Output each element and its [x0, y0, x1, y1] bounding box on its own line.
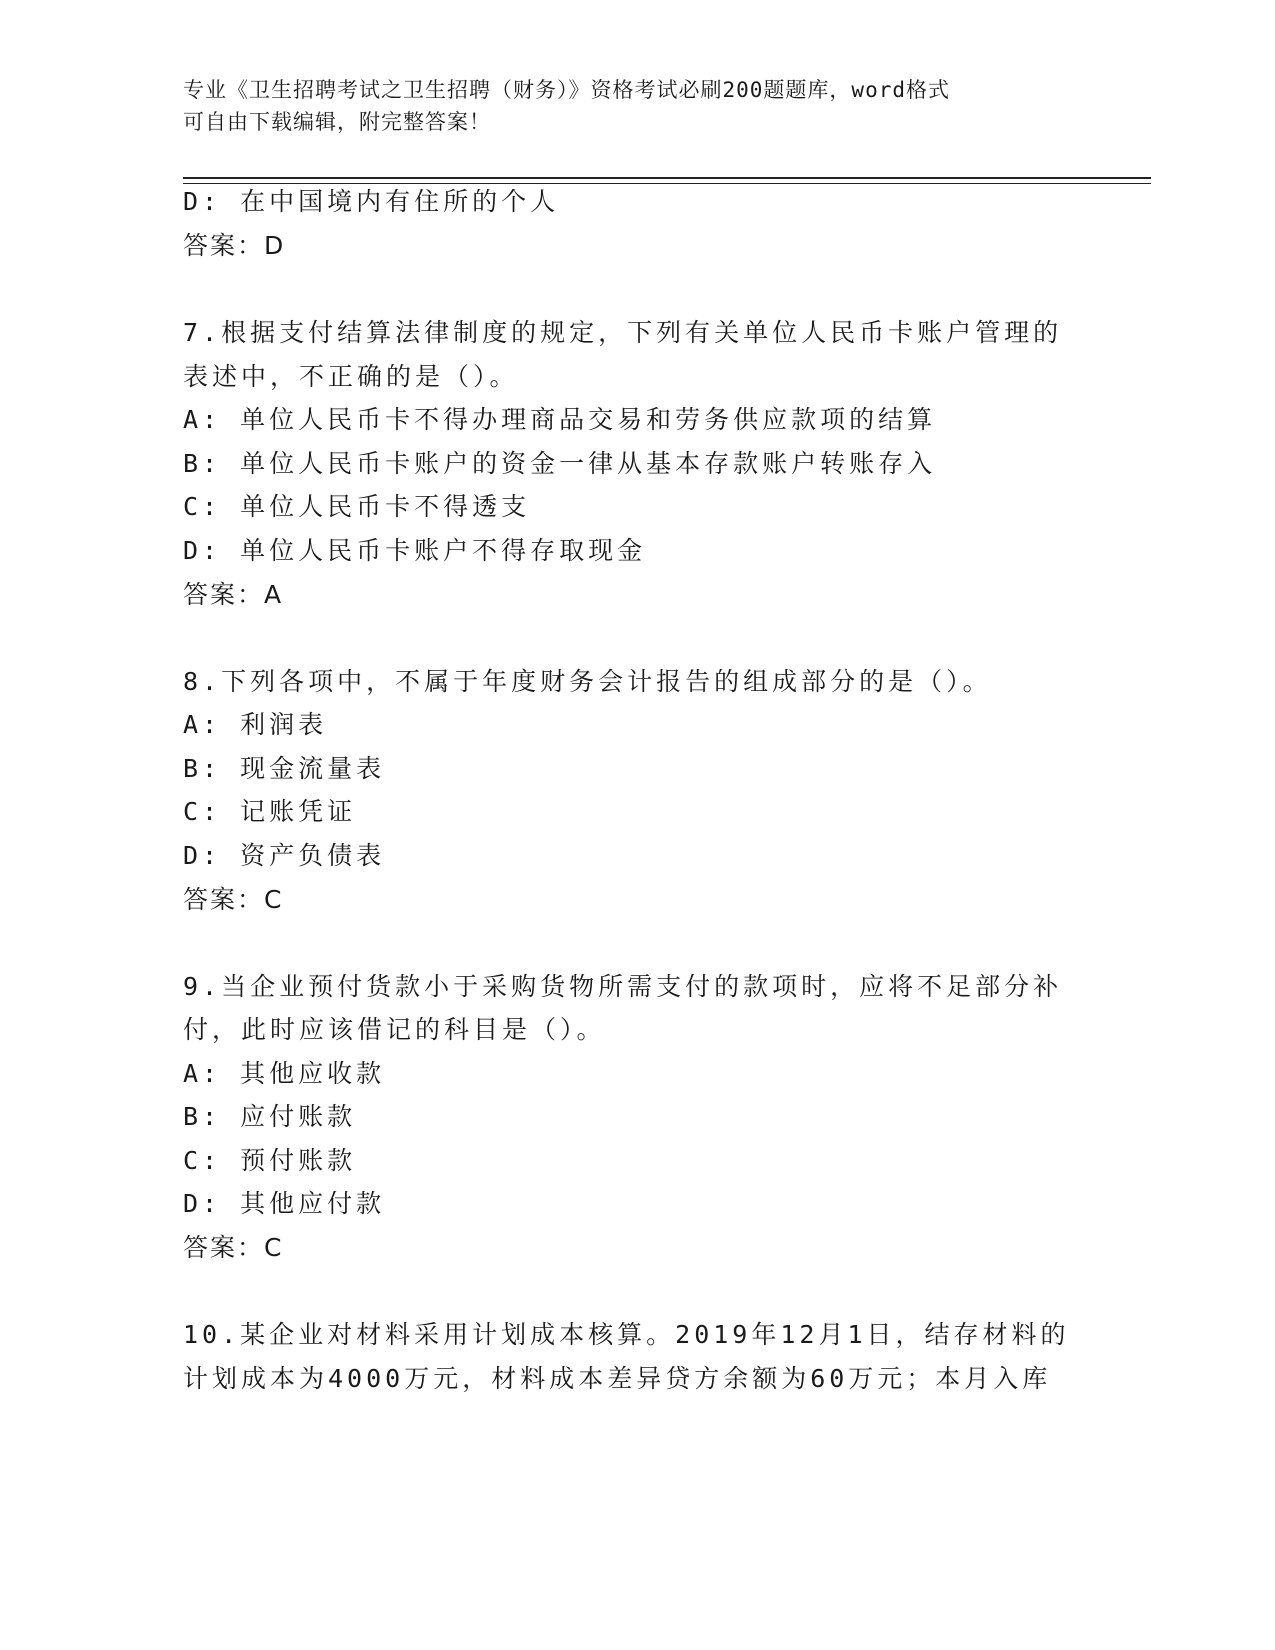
- q8-stem-line-1: 8.下列各项中，不属于年度财务会计报告的组成部分的是（）。: [183, 667, 992, 696]
- header-line-2: 可自由下载编辑，附完整答案！: [183, 110, 491, 134]
- q9-answer: 答案：C: [183, 1233, 284, 1262]
- q10-stem-line-2: 计划成本为4000万元，材料成本差异贷方余额为60万元；本月入库: [183, 1364, 1052, 1393]
- q9-option-d: D: 其他应付款: [183, 1189, 386, 1218]
- q6-answer: 答案：D: [183, 231, 286, 260]
- q10-stem-line-1: 10.某企业对材料采用计划成本核算。2019年12月1日，结存材料的: [183, 1320, 1070, 1349]
- document-header: [183, 74, 1063, 138]
- q7-stem-line-1: 7.根据支付结算法律制度的规定，下列有关单位人民币卡账户管理的: [183, 318, 1063, 347]
- q7-stem-line-2: 表述中，不正确的是（）。: [183, 362, 519, 391]
- q9-option-c: C: 预付账款: [183, 1146, 357, 1175]
- header-rule-thin: [183, 183, 1151, 184]
- q8-answer: 答案：C: [183, 885, 284, 914]
- q9-option-a: A: 其他应收款: [183, 1059, 386, 1088]
- q8-option-c: C: 记账凭证: [183, 797, 357, 826]
- q8-option-a: A: 利润表: [183, 710, 328, 739]
- q9-stem-line-2: 付，此时应该借记的科目是（）。: [183, 1015, 606, 1044]
- q8-option-b: B: 现金流量表: [183, 754, 386, 783]
- header-rule-thick: [183, 177, 1151, 179]
- q6-option-d: D: 在中国境内有住所的个人: [183, 187, 560, 216]
- q8-option-d: D: 资产负债表: [183, 841, 386, 870]
- q9-stem-line-1: 9.当企业预付货款小于采购货物所需支付的款项时，应将不足部分补: [183, 972, 1063, 1001]
- q7-option-b: B: 单位人民币卡账户的资金一律从基本存款账户转账存入: [183, 449, 937, 478]
- q7-option-d: D: 单位人民币卡账户不得存取现金: [183, 536, 647, 565]
- q7-option-a: A: 单位人民币卡不得办理商品交易和劳务供应款项的结算: [183, 405, 937, 434]
- q7-option-c: C: 单位人民币卡不得透支: [183, 492, 531, 521]
- header-line-1: 专业《卫生招聘考试之卫生招聘（财务）》资格考试必刷200题题库，word格式: [183, 78, 950, 102]
- q7-answer: 答案：A: [183, 580, 284, 609]
- q9-option-b: B: 应付账款: [183, 1102, 357, 1131]
